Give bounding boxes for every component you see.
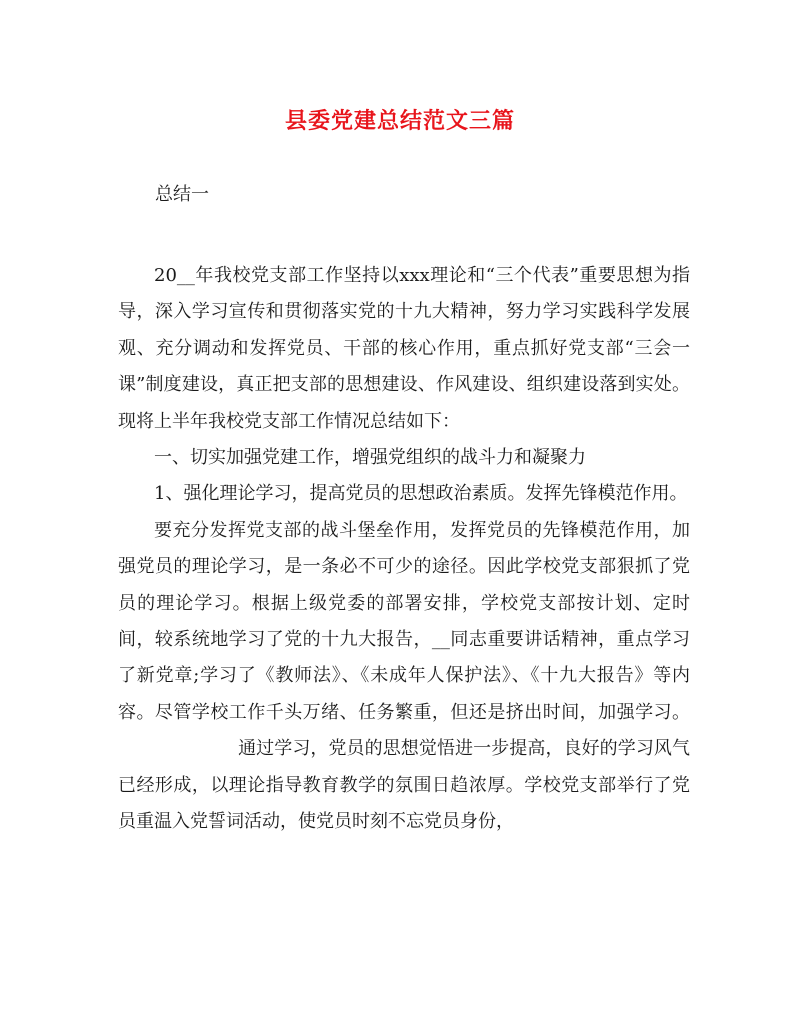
paragraph-study-text: 要充分发挥党支部的战斗堡垒作用，发挥党员的先锋模范作用，加强党员的理论学习，是一条必不可少的途径。因此学校党支部狠抓了党员的理论学习。根据上级党委的部署安排，学校党支部按计划、定时间，较系统地学习了党的十九大报告，__同志重要讲话精神，重点学习了新党章;学习了《教师法》、《未成年人保护法》、《十九大报告》等内容。尽管学校工作千头万绪、任务繁重，但还是挤出时间，加强学习。 [118, 519, 690, 723]
paragraph-subheading-1: 1、强化理论学习，提高党员的思想政治素质。发挥先锋模范作用。 [154, 483, 688, 505]
paragraph-study [118, 513, 690, 841]
paragraph-intro: 20__年我校党支部工作坚持以xxx理论和“三个代表”重要思想为指导，深入学习宣传和贯彻落实党的十九大精神，努力学习实践科学发展观、充分调动和发挥党员、干部的核心作用，重点抓好党支部“三会一课”制度建设，真正把支部的思想建设、作风建设、组织建设落到实处。现将上半年我校党支部工作情况总结如下： [118, 265, 690, 432]
paragraph-heading-1: 一、切实加强党建工作，增强党组织的战斗力和凝聚力 [154, 447, 586, 469]
document-body [118, 258, 690, 841]
section-heading: 总结一 [155, 184, 209, 205]
paragraph-study-continuation: 通过学习，党员的思想觉悟进一步提高，良好的学习风气已经形成，以理论指导教育教学的氛围日趋浓厚。学校党支部举行了党员重温入党誓词活动，使党员时刻不忘党员身份， [118, 738, 690, 833]
document-title: 县委党建总结范文三篇 [284, 108, 515, 134]
